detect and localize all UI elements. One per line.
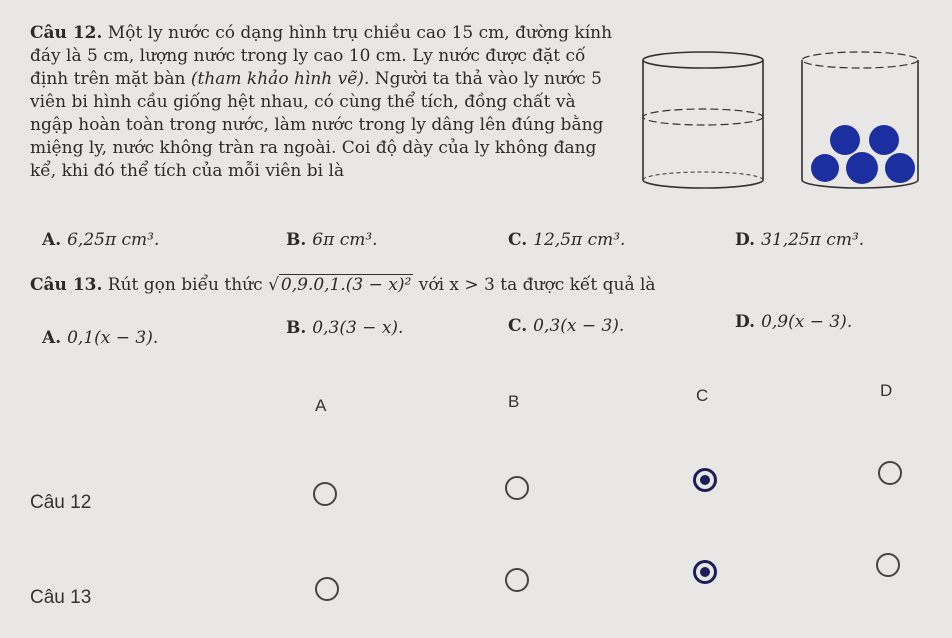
- q12-radio-d[interactable]: [878, 461, 902, 485]
- q13-option-b: B. 0,3(3 − x).: [286, 318, 404, 338]
- q12-option-d: D. 31,25π cm³.: [735, 230, 865, 250]
- column-header-d: D: [880, 381, 893, 400]
- q13-option-a: A. 0,1(x − 3).: [42, 328, 159, 348]
- q12-radio-c[interactable]: [693, 468, 717, 492]
- q12-radio-b[interactable]: [505, 476, 529, 500]
- q12-option-c: C. 12,5π cm³.: [508, 230, 626, 250]
- q12-option-b: B. 6π cm³.: [286, 230, 378, 250]
- ball: [885, 153, 915, 183]
- question-12-body-2: Người ta thả vào ly nước 5 viên bi hình cầu giống hệt nhau, có cùng thể tích, đồng chất và ngập hoàn toàn trong nước, làm nước trong ly dâng lên đúng bằng miệng ly, nước không tràn ra ngoài. Coi độ dày của ly không đang kể, khi đó thể tích của mỗi viên bi là: [30, 69, 604, 181]
- row-label-q12: Câu 12: [30, 492, 92, 513]
- q12-option-a: A. 6,25π cm³.: [42, 230, 160, 250]
- column-header-a: A: [315, 396, 327, 415]
- q13-radio-c[interactable]: [693, 560, 717, 584]
- row-label-q13: Câu 13: [30, 587, 92, 608]
- question-13-label: Câu 13.: [30, 275, 103, 295]
- ball: [811, 154, 839, 182]
- ball: [830, 125, 860, 155]
- question-12-hint: (tham khảo hình vẽ).: [190, 69, 370, 89]
- question-12-label: Câu 12.: [30, 23, 103, 43]
- q13-radio-a[interactable]: [315, 577, 339, 601]
- q13-radio-b[interactable]: [505, 568, 529, 592]
- glass-figure: [640, 40, 930, 200]
- glass-without-balls: [643, 52, 763, 188]
- question-13-text: Câu 13. Rút gọn biểu thức √ 0,9.0,1.(3 − x)² với x > 3 ta được kết quả là: [30, 275, 656, 295]
- sqrt-expression: 0,9.0,1.(3 − x)²: [280, 275, 412, 295]
- q13-radio-d[interactable]: [876, 553, 900, 577]
- ball: [846, 152, 878, 184]
- glass-with-balls: [802, 52, 918, 188]
- column-header-b: B: [508, 392, 520, 411]
- question-12-text: [30, 22, 620, 183]
- q12-radio-a[interactable]: [313, 482, 337, 506]
- column-header-c: C: [696, 386, 709, 405]
- question-12-body: Một ly nước có dạng hình trụ chiều cao 15 cm, đường kính đáy là 5 cm, lượng nước trong ly cao 10 cm. Ly nước được đặt cố định trên mặt bàn: [30, 23, 613, 89]
- q13-option-d: D. 0,9(x − 3).: [735, 312, 853, 332]
- ball: [869, 125, 899, 155]
- q13-option-c: C. 0,3(x − 3).: [508, 316, 625, 336]
